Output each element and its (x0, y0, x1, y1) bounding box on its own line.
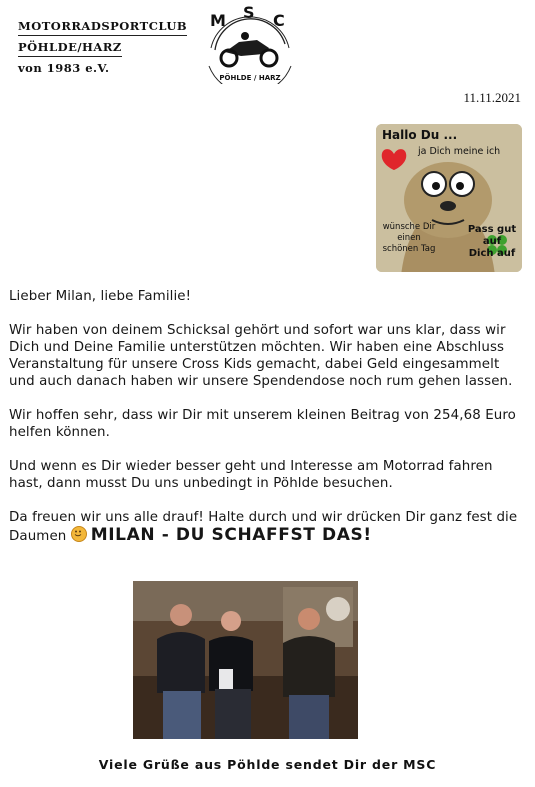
msc-logo (205, 4, 295, 84)
letter-paragraph-3: Und wenn es Dir wieder besser geht und Interesse am Motorrad fahren hast, dann musst Du uns unbedingt in Pöhlde besuchen. (9, 459, 493, 491)
club-name-block (18, 15, 198, 77)
group-photo (133, 581, 358, 739)
logo-letter-s: S (243, 4, 255, 22)
meme-wish-line-2: einen (397, 233, 421, 243)
meme-wish-line-1: wünsche Dir (382, 222, 436, 232)
logo-letter-c: C (273, 11, 285, 30)
meme-wish-line-3: schönen Tag (382, 244, 436, 254)
club-name-line-3: von 1983 e.V. (18, 61, 110, 75)
letter-paragraph-1: Wir haben von deinem Schicksal gehört und sofort war uns klar, dass wir Dich und Deine Familie unterstützen möchten. Wir haben eine Abschluss Veranstaltung für unsere Cross Kids gemacht, dabei Geld eingesammelt und auch danach haben wir unsere Spendendose noch rum gehen lassen. (9, 323, 513, 389)
letter-paragraph-4-block (9, 509, 529, 545)
meme-luck-line-3: Dich auf (468, 248, 516, 259)
letter-paragraph-4: Da freuen wir uns alle drauf! Halte durch und wir drücken Dir ganz fest die Daumen (9, 510, 518, 544)
meme-luck-line-1: Pass gut (467, 224, 517, 235)
logo-caption: PÖHLDE / HARZ (219, 74, 281, 82)
meme-subline: ja Dich meine ich (418, 146, 501, 157)
letter-paragraph-2: Wir hoffen sehr, dass wir Dir mit unserem kleinen Beitrag von 254,68 Euro helfen können. (9, 408, 516, 440)
letter-date: 11.11.2021 (463, 90, 521, 105)
letter-motto: MILAN - DU SCHAFFST DAS! (90, 525, 372, 545)
meme-wish (378, 222, 440, 255)
club-name-line-1: MOTORRADSPORTCLUB (18, 18, 187, 36)
letter-salutation: Lieber Milan, liebe Familie! (9, 289, 192, 304)
meme-luck-line-2: auf (482, 236, 502, 247)
smiley-icon (71, 526, 87, 542)
meme-luck (464, 224, 520, 260)
motorcycle-icon (221, 32, 277, 66)
closing-line: Viele Grüße aus Pöhlde sendet Dir der MSC (98, 757, 437, 772)
meme-greeting: Hallo Du ... (382, 128, 458, 142)
greeting-meme-image (376, 124, 522, 272)
club-name-line-2: PÖHLDE/HARZ (18, 39, 122, 57)
letter-body (9, 288, 529, 545)
logo-letter-m: M (210, 11, 226, 30)
group-photo-illustration (133, 581, 358, 739)
